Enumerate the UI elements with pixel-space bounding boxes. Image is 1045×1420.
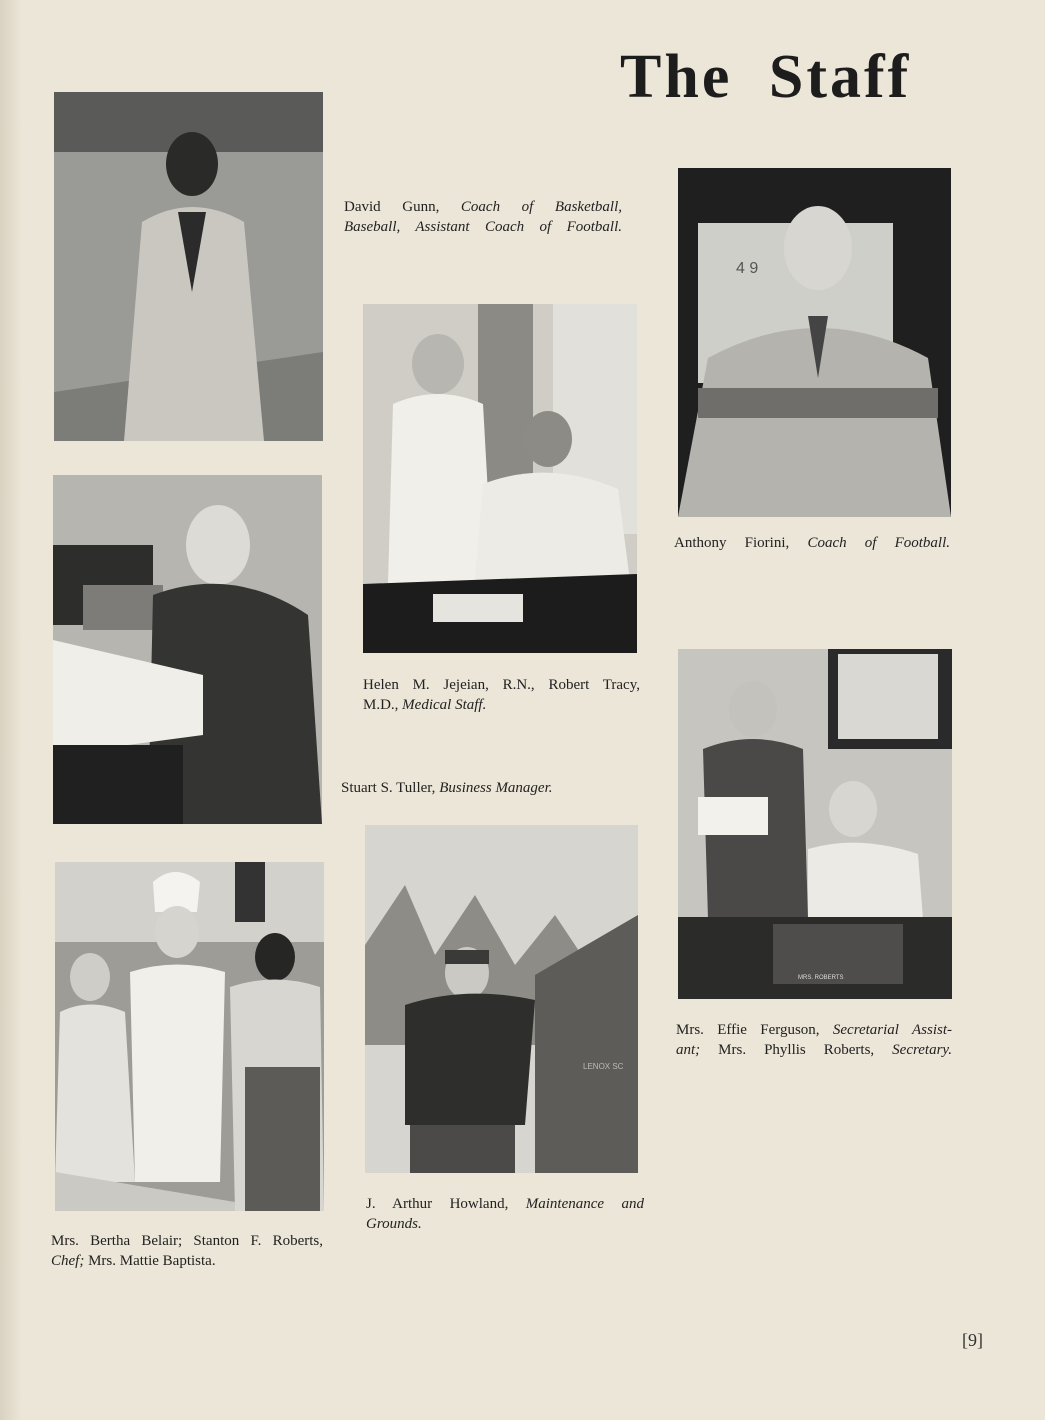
page-binding-edge xyxy=(0,0,22,1420)
photo-stuart-tuller xyxy=(53,475,322,824)
photo-anthony-fiorini xyxy=(678,168,951,517)
photo-medical-staff xyxy=(363,304,637,653)
page-title: The Staff xyxy=(620,43,912,111)
photo-truck-lettering: LENOX SC xyxy=(583,1062,624,1071)
caption-kitchen-staff: Mrs. Bertha Belair; Stanton F. Roberts, Chef; Mrs. Mattie Baptista. xyxy=(51,1233,323,1269)
photo-kitchen-staff xyxy=(55,862,324,1211)
photo-arthur-howland xyxy=(365,825,638,1173)
caption-secretarial-staff: Mrs. Effie Ferguson, Secretarial Assist- ant; Mrs. Phyllis Roberts, Secretary. xyxy=(676,1022,953,1058)
caption-stuart-tuller: Stuart S. Tuller, Business Manager. xyxy=(341,780,553,796)
photo-secretarial-staff xyxy=(678,649,952,999)
caption-anthony-fiorini: Anthony Fiorini, Coach of Football. xyxy=(674,535,951,551)
photo-sign-number: 4 9 xyxy=(736,260,759,277)
photo-david-gunn xyxy=(54,92,323,441)
caption-medical-staff: Helen M. Jejeian, R.N., Robert Tracy, M.D., Medical Staff. xyxy=(363,677,640,713)
page-number: [9] xyxy=(962,1330,983,1350)
caption-david-gunn: David Gunn, Coach of Basketball, Baseball, Assistant Coach of Football. xyxy=(344,199,622,235)
photo-desk-plate: MRS. ROBERTS xyxy=(798,975,844,981)
caption-arthur-howland: J. Arthur Howland, Maintenance and Grounds. xyxy=(366,1196,644,1232)
